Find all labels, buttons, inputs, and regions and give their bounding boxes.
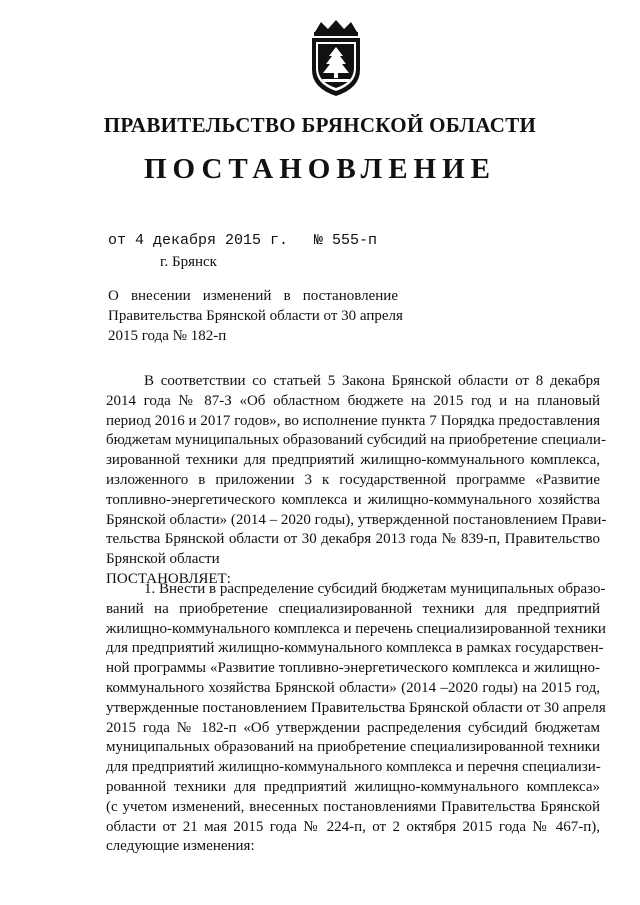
organization-title: ПРАВИТЕЛЬСТВО БРЯНСКОЙ ОБЛАСТИ xyxy=(103,113,537,137)
text-line: для предприятий жилищно-коммунального комплекса и перечня специализи- xyxy=(106,759,601,776)
text-line: жилищно-коммунального комплекса и перечень специализированной техники xyxy=(106,620,606,637)
text-line: 1. Внести в распределение субсидий бюджетам муниципальных образо- xyxy=(144,581,606,597)
text-line: ной программы «Развитие топливно-энергетического комплекса и жилищно- xyxy=(106,660,600,677)
text-line: тельства Брянской области от 30 декабря 2013 года № 839-п, Правительство xyxy=(106,531,600,548)
text-line: коммунального хозяйства Брянской области» (2014 –2020 годы) на 2015 год, xyxy=(106,679,600,696)
text-line: зированной техники для предприятий жилищно-коммунального комплекса, xyxy=(106,452,600,469)
subject-line: 2015 года № 182-п xyxy=(108,328,227,344)
text-line: (с учетом изменений, внесенных постановлениями Правительства Брянской xyxy=(106,798,600,815)
text-line: бюджетам муниципальных образований субсидий на приобретение специали- xyxy=(106,432,606,449)
text-line: муниципальных образований на приобретение специализированной техники xyxy=(106,739,600,756)
text-line: рованной техники для предприятий жилищно-коммунального комплекса» xyxy=(106,778,600,795)
text-line: ваний на приобретение специализированной техники для предприятий xyxy=(106,600,600,617)
text-line: следующие изменения: xyxy=(106,838,255,855)
text-line: топливно-энергетического комплекса и жилищно-коммунального хозяйства xyxy=(106,491,600,508)
text-line: Брянской области xyxy=(106,551,220,568)
text-line: для предприятий жилищно-коммунального комплекса в рамках государствен- xyxy=(106,640,604,657)
text-line: изложенного в приложении 3 к государственной программе «Развитие xyxy=(106,471,600,488)
text-line: В соответствии со статьей 5 Закона Брянской области от 8 декабря xyxy=(144,373,600,389)
document-city: г. Брянск xyxy=(160,254,217,270)
text-line: области от 21 мая 2015 года № 224-п, от 2 октября 2015 года № 467-п), xyxy=(106,818,600,835)
resolves-heading: ПОСТАНОВЛЯЕТ: xyxy=(106,570,231,587)
clause-1-paragraph xyxy=(106,580,606,857)
document-date: от 4 декабря 2015 г. xyxy=(108,232,289,249)
text-line: Брянской области» (2014 – 2020 годы), утвержденной постановлением Прави- xyxy=(106,511,607,528)
preamble-paragraph xyxy=(106,372,607,590)
document-number: № 555-п xyxy=(314,232,378,249)
text-line: 2014 года № 87-З «Об областном бюджете на 2015 год и на плановый xyxy=(106,392,600,409)
text-line: период 2016 и 2017 годов», во исполнение пункта 7 Порядка предоставления xyxy=(106,412,600,429)
document-type-heading: ПОСТАНОВЛЕНИЕ xyxy=(143,153,496,185)
date-number-line xyxy=(108,232,377,249)
subject-line: О внесении изменений в постановление xyxy=(108,288,398,304)
text-line: 2015 года № 182-п «Об утверждении распределения субсидий бюджетам xyxy=(106,719,600,736)
coat-of-arms-emblem xyxy=(301,18,371,98)
subject-line: Правительства Брянской области от 30 апреля xyxy=(108,308,403,324)
text-line: утвержденные постановлением Правительства Брянской области от 30 апреля xyxy=(106,699,606,716)
document-subject xyxy=(108,286,403,346)
